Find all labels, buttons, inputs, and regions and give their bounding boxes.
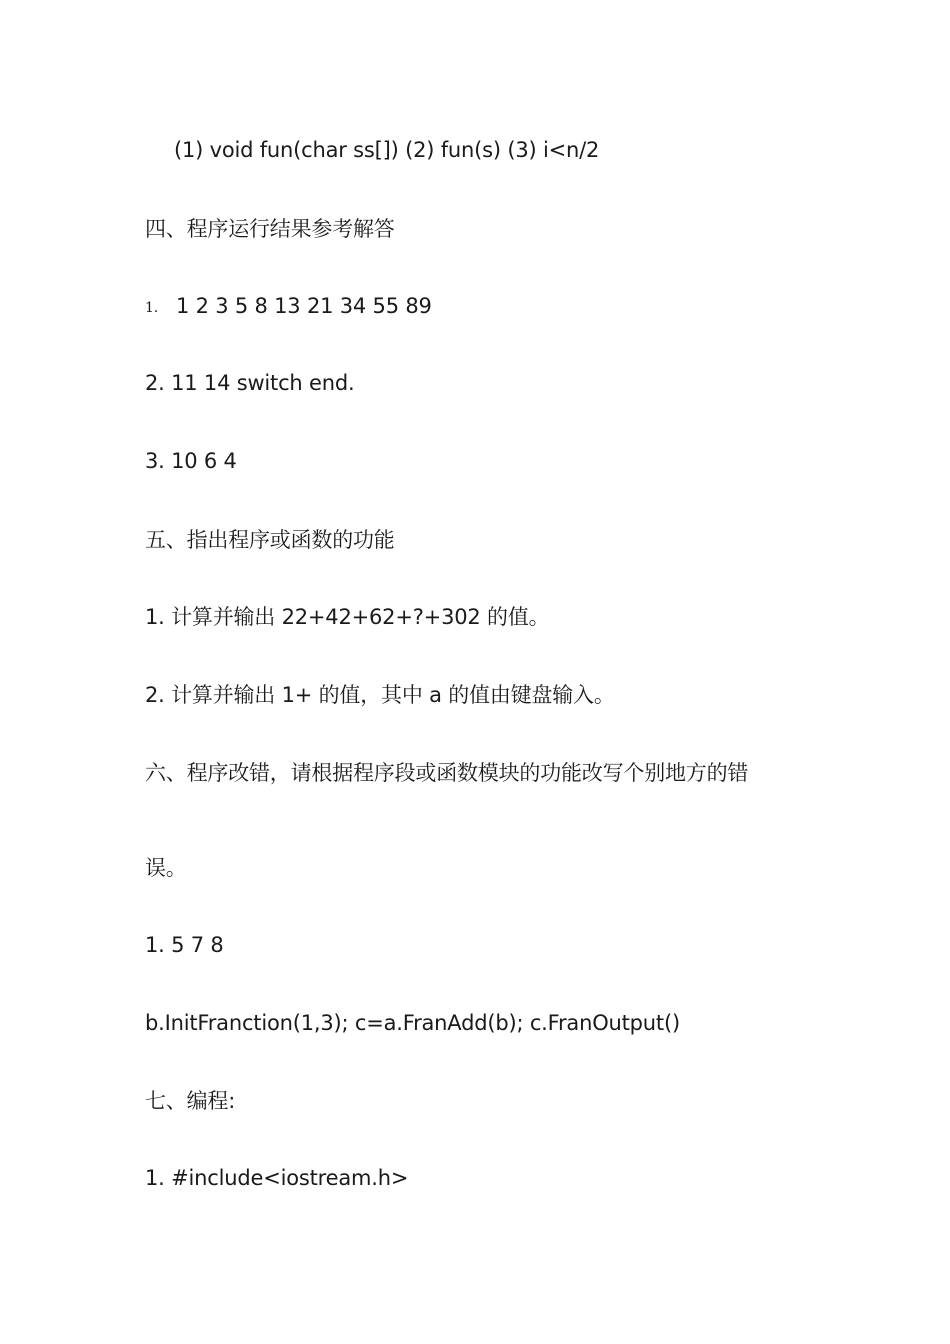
section-heading-4: 四、程序运行结果参考解答 [145, 217, 395, 241]
answer-line-5-1: 1. 计算并输出 22+42+62+?+302 的值。 [145, 605, 550, 629]
answer-line-4-1 [145, 292, 432, 322]
answer-line-7-1: 1. #include<iostream.h> [145, 1166, 409, 1190]
section-heading-6-cont: 误。 [145, 856, 187, 880]
answer-line-6-1: 1. 5 7 8 [145, 933, 224, 957]
section-heading-6: 六、程序改错，请根据程序段或函数模块的功能改写个别地方的错 [145, 761, 749, 785]
answer-line-6-code: b.InitFranction(1,3); c=a.FranAdd(b); c.FranOutput() [145, 1011, 680, 1035]
answer-line-fill-blanks: (1) void fun(char ss[]) (2) fun(s) (3) i<n/2 [174, 138, 600, 162]
answer-line-4-2: 2. 11 14 switch end. [145, 371, 355, 395]
answer-text: 1 2 3 5 8 13 21 34 55 89 [175, 294, 432, 318]
section-heading-7: 七、编程: [145, 1089, 236, 1113]
list-marker: 1. [145, 300, 158, 316]
answer-line-4-3: 3. 10 6 4 [145, 449, 237, 473]
answer-line-5-2: 2. 计算并输出 1+ 的值，其中 a 的值由键盘输入。 [145, 683, 615, 707]
section-heading-5: 五、指出程序或函数的功能 [145, 528, 395, 552]
